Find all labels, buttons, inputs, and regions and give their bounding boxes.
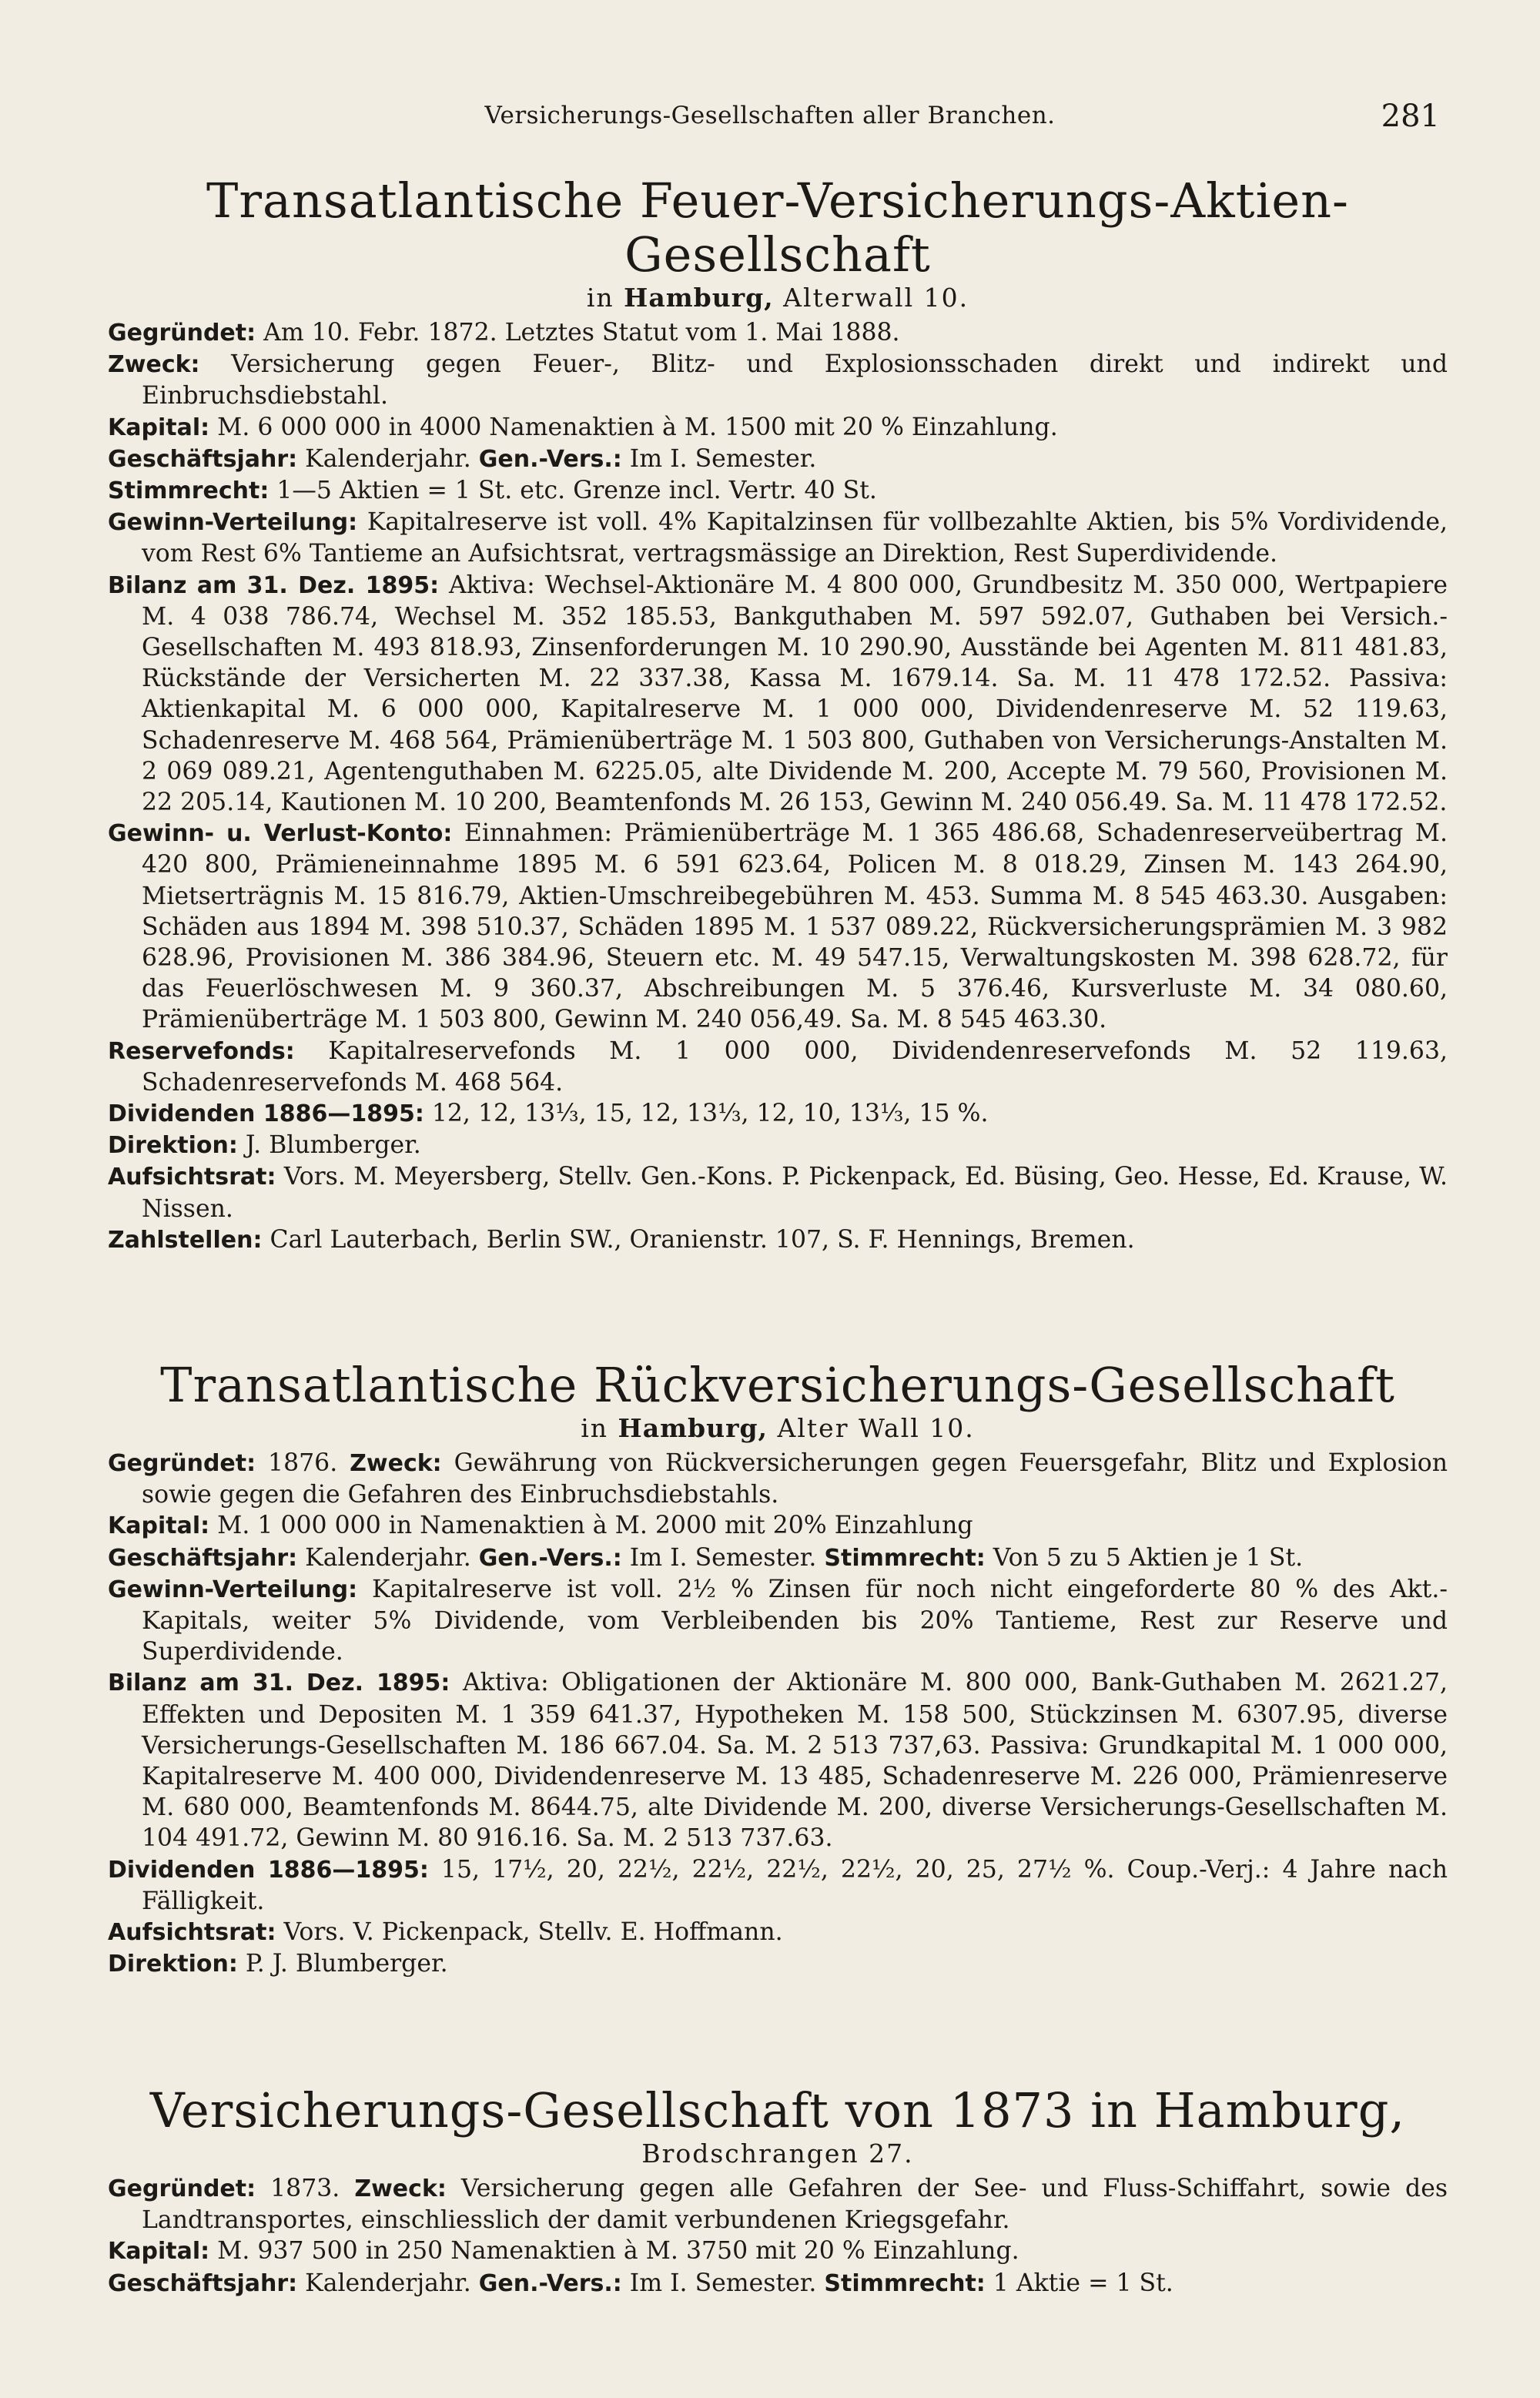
field-kapital: Kapital: M. 1 000 000 in Namenaktien à M. 2000 mit 20% Einzahlung (108, 1512, 973, 1540)
running-head (0, 99, 1540, 139)
field-gegruendet: Gegründet: 1873. Zweck: Versicherung gegen alle Gefahren der See- und Fluss-Schiffahrt, sowie des Landtransportes, einschliesslich der damit verbundenen Kriegsgefahr. (108, 2175, 1448, 2235)
entry-transatlantische-rueckversicherung (108, 1358, 1448, 1980)
field-geschaeftsjahr: Geschäftsjahr: Kalenderjahr. Gen.-Vers.: Im I. Semester. Stimmrecht: Von 5 zu 5 Aktien je 1 St. (108, 1543, 1304, 1572)
field-aufsichtsrat: Aufsichtsrat: Vors. M. Meyersberg, Stellv. Gen.-Kons. P. Pickenpack, Ed. Büsing, Geo. Hesse, Ed. Krause, W. Nissen. (108, 1163, 1448, 1223)
field-zweck: Zweck: Versicherung gegen Feuer-, Blitz- und Explosionsschaden direkt und indirekt und Einbruchsdiebstahl. (108, 350, 1448, 410)
field-gewinn-verteilung: Gewinn-Verteilung: Kapitalreserve ist voll. 4% Kapitalzinsen für vollbezahlte Aktien, bis 5% Vordividende, vom Rest 6% Tantieme an Aufsichtsrat, vertragsmässige an Direktion, Rest Superdividende. (108, 508, 1448, 568)
entry-location: Brodschrangen 27. (641, 2138, 914, 2169)
field-bilanz: Bilanz am 31. Dez. 1895: Aktiva: Obligationen der Aktionäre M. 800 000, Bank-Guthaben M. 2621.27, Effekten und Depositen M. 1 359 641.37, Hypotheken M. 158 500, Stückzinsen M. 6307.95, diverse Versicherungs-Gesellschaften M. 186 667.04. Sa. M. 2 513 737,63. Passiva: Grundkapital M. 1 000 000, Kapitalreserve M. 400 000, Dividendenreserve M. 13 485, Schadenreserve M. 226 000, Prämienreserve M. 680 000, Beamtenfonds M. 8644.75, alte Dividende M. 200, diverse Versicherungs-Gesellschaften M. 104 491.72, Gewinn M. 80 916.16. Sa. M. 2 513 737.63. (108, 1669, 1448, 1853)
entry-location: in Hamburg, Alterwall 10. (586, 283, 969, 313)
entry-versicherungs-gesellschaft-1873 (108, 2084, 1448, 2299)
field-gewinn-verteilung: Gewinn-Verteilung: Kapitalreserve ist voll. 2½ % Zinsen für noch nicht eingeforderte 80 % des Akt.-Kapitals, weiter 5% Dividende, vom Verbleibenden bis 20% Tantieme, Rest zur Reserve und Superdividende. (108, 1575, 1448, 1666)
running-head-title: Versicherungs-Gesellschaften aller Branchen. (484, 102, 1056, 129)
field-geschaeftsjahr: Geschäftsjahr: Kalenderjahr. Gen.-Vers.: Im I. Semester. (108, 444, 817, 473)
entry-title: Transatlantische Rückversicherungs-Gesellschaft (160, 1357, 1395, 1413)
field-bilanz: Bilanz am 31. Dez. 1895: Aktiva: Wechsel-Aktionäre M. 4 800 000, Grundbesitz M. 350 000, Wertpapiere M. 4 038 786.74, Wechsel M. 352 185.53, Bankguthaben M. 597 592.07, Guthaben bei Versich.-Gesellschaften M. 493 818.93, Zinsenforderungen M. 10 290.90, Ausstände bei Agenten M. 811 481.83, Rückstände der Versicherten M. 22 337.38, Kassa M. 1679.14. Sa. M. 11 478 172.52. Passiva: Aktienkapital M. 6 000 000, Kapitalreserve M. 1 000 000, Dividendenreserve M. 52 119.63, Schadenreserve M. 468 564, Prämienüberträge M. 1 503 800, Guthaben von Versicherungs-Anstalten M. 2 069 089.21, Agentenguthaben M. 6225.05, alte Dividende M. 200, Accepte M. 79 560, Provisionen M. 22 205.14, Kautionen M. 10 200, Beamtenfonds M. 26 153, Gewinn M. 240 056.49. Sa. M. 11 478 172.52. (108, 571, 1448, 817)
field-kapital: Kapital: M. 937 500 in 250 Namenaktien à M. 3750 mit 20 % Einzahlung. (108, 2237, 1019, 2266)
field-dividenden: Dividenden 1886—1895: 12, 12, 13⅓, 15, 12, 13⅓, 12, 10, 13⅓, 15 %. (108, 1100, 989, 1128)
field-kapital: Kapital: M. 6 000 000 in 4000 Namenaktien à M. 1500 mit 20 % Einzahlung. (108, 413, 1058, 441)
entry-title: Transatlantische Feuer-Versicherungs-Aktien-Gesellschaft (206, 172, 1349, 283)
entry-title: Versicherungs-Gesellschaft von 1873 in Hamburg, (149, 2082, 1406, 2138)
field-gewinn-verlust: Gewinn- u. Verlust-Konto: Einnahmen: Prämienüberträge M. 1 365 486.68, Schadenreserveübertrag M. 420 800, Prämieneinnahme 1895 M. 6 591 623.64, Policen M. 8 018.29, Zinsen M. 143 264.90, Mietserträgnis M. 15 816.79, Aktien-Umschreibegebühren M. 453. Summa M. 8 545 463.30. Ausgaben: Schäden aus 1894 M. 398 510.37, Schäden 1895 M. 1 537 089.22, Rückversicherungsprämien M. 3 982 628.96, Provisionen M. 386 384.96, Steuern etc. M. 49 547.15, Verwaltungskosten M. 398 628.72, für das Feuerlöschwesen M. 9 360.37, Abschreibungen M. 5 376.46, Kursverluste M. 34 080.60, Prämienüberträge M. 1 503 800, Gewinn M. 240 056,49. Sa. M. 8 545 463.30. (108, 819, 1448, 1034)
field-direktion: Direktion: P. J. Blumberger. (108, 1950, 448, 1978)
field-aufsichtsrat: Aufsichtsrat: Vors. V. Pickenpack, Stellv. E. Hoffmann. (108, 1918, 783, 1947)
page-number: 281 (1381, 99, 1440, 134)
field-zahlstellen: Zahlstellen: Carl Lauterbach, Berlin SW., Oranienstr. 107, S. F. Hennings, Bremen. (108, 1225, 1135, 1254)
field-geschaeftsjahr: Geschäftsjahr: Kalenderjahr. Gen.-Vers.: Im I. Semester. Stimmrecht: 1 Aktie = 1 St. (108, 2269, 1173, 2297)
field-stimmrecht: Stimmrecht: 1—5 Aktien = 1 St. etc. Grenze incl. Vertr. 40 St. (108, 477, 877, 505)
entry-location: in Hamburg, Alter Wall 10. (581, 1413, 975, 1443)
entry-transatlantische-feuer (108, 174, 1448, 1256)
field-gegruendet: Gegründet: 1876. Zweck: Gewährung von Rückversicherungen gegen Feuersgefahr, Blitz und Explosion sowie gegen die Gefahren des Einbruchsdiebstahls. (108, 1449, 1448, 1509)
field-gegruendet: Gegründet: Am 10. Febr. 1872. Letztes Statut vom 1. Mai 1888. (108, 319, 900, 347)
field-dividenden: Dividenden 1886—1895: 15, 17½, 20, 22½, 22½, 22½, 22½, 20, 25, 27½ %. Coup.-Verj.: 4 Jahre nach Fälligkeit. (108, 1855, 1448, 1915)
field-direktion: Direktion: J. Blumberger. (108, 1131, 421, 1160)
field-reservefonds: Reservefonds: Kapitalreservefonds M. 1 000 000, Dividendenreservefonds M. 52 119.63, Schadenreservefonds M. 468 564. (108, 1037, 1448, 1097)
